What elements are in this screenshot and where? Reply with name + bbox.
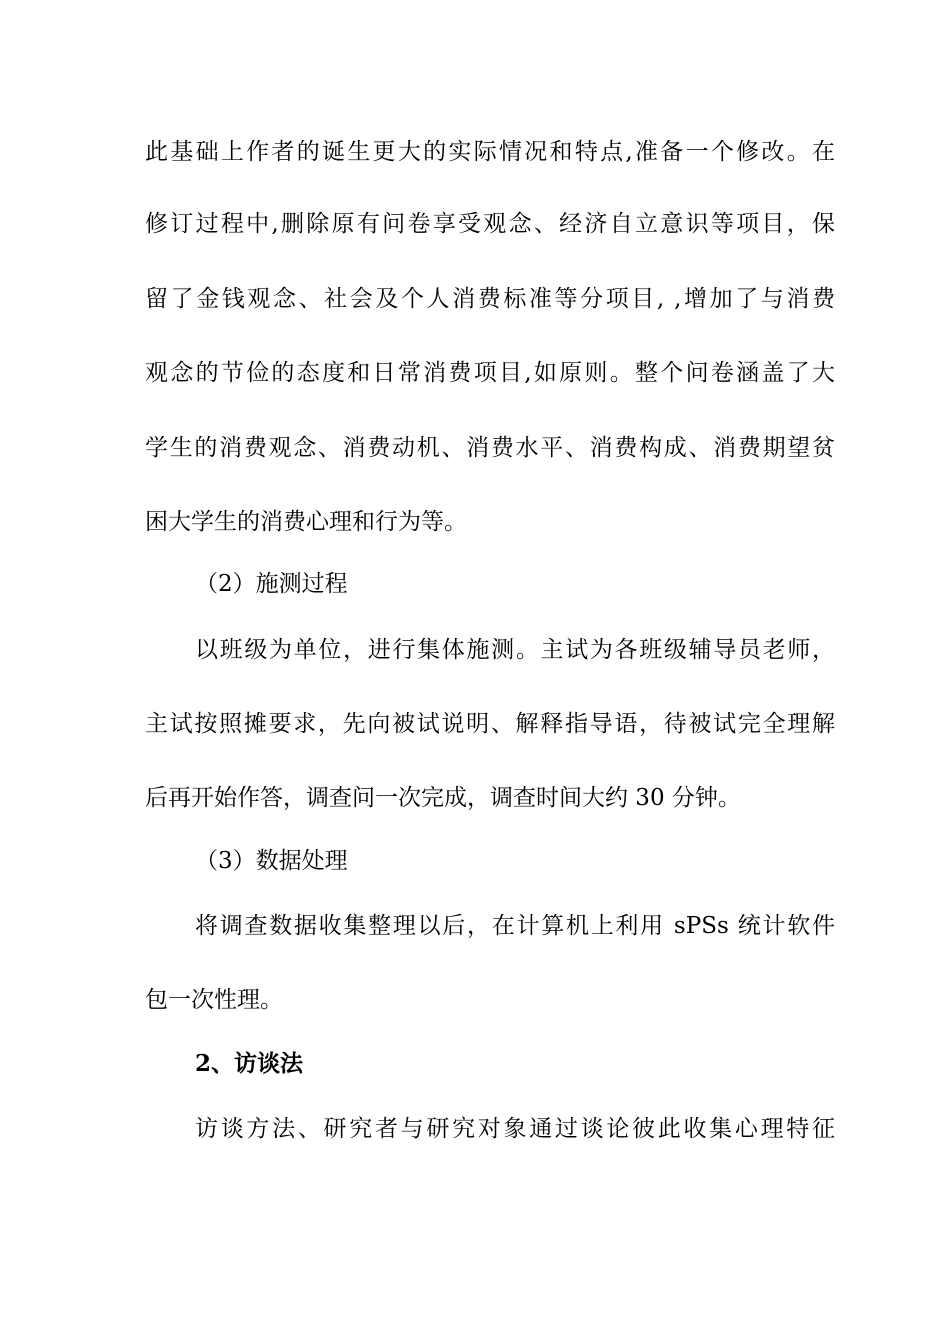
section-heading: （3）数据处理 (195, 848, 348, 874)
paragraph-line: 包一次性理。 (145, 987, 283, 1013)
paragraph-line: 访谈方法、研究者与研究对象通过谈论彼此收集心理特征 (195, 1116, 835, 1142)
section-heading-bold: 2、访谈法 (195, 1050, 304, 1077)
paragraph-line: 困大学生的消费心理和行为等。 (145, 509, 467, 535)
paragraph-line: 后再开始作答，调查问一次完成，调查时间大约 30 分钟。 (145, 785, 741, 811)
paragraph-line: 学生的消费观念、消费动机、消费水平、消费构成、消费期望贫 (145, 435, 835, 461)
paragraph-line: 留了金钱观念、社会及个人消费标准等分项目, ,增加了与消费 (145, 286, 835, 312)
section-heading: （2）施测过程 (195, 571, 348, 597)
paragraph-line: 主试按照摊要求，先向被试说明、解释指导语，待被试完全理解 (145, 711, 835, 737)
paragraph-line: 以班级为单位，进行集体施测。主试为各班级辅导员老师， (195, 637, 835, 663)
paragraph-line: 将调查数据收集整理以后，在计算机上利用 sPSs 统计软件 (195, 913, 835, 939)
paragraph-line: 观念的节俭的态度和日常消费项目,如原则。整个问卷涵盖了大 (145, 360, 835, 386)
paragraph-line: 此基础上作者的诞生更大的实际情况和特点,准备一个修改。在 (145, 139, 835, 165)
paragraph-line: 修订过程中,删除原有问卷享受观念、经济自立意识等项目，保 (145, 211, 835, 237)
